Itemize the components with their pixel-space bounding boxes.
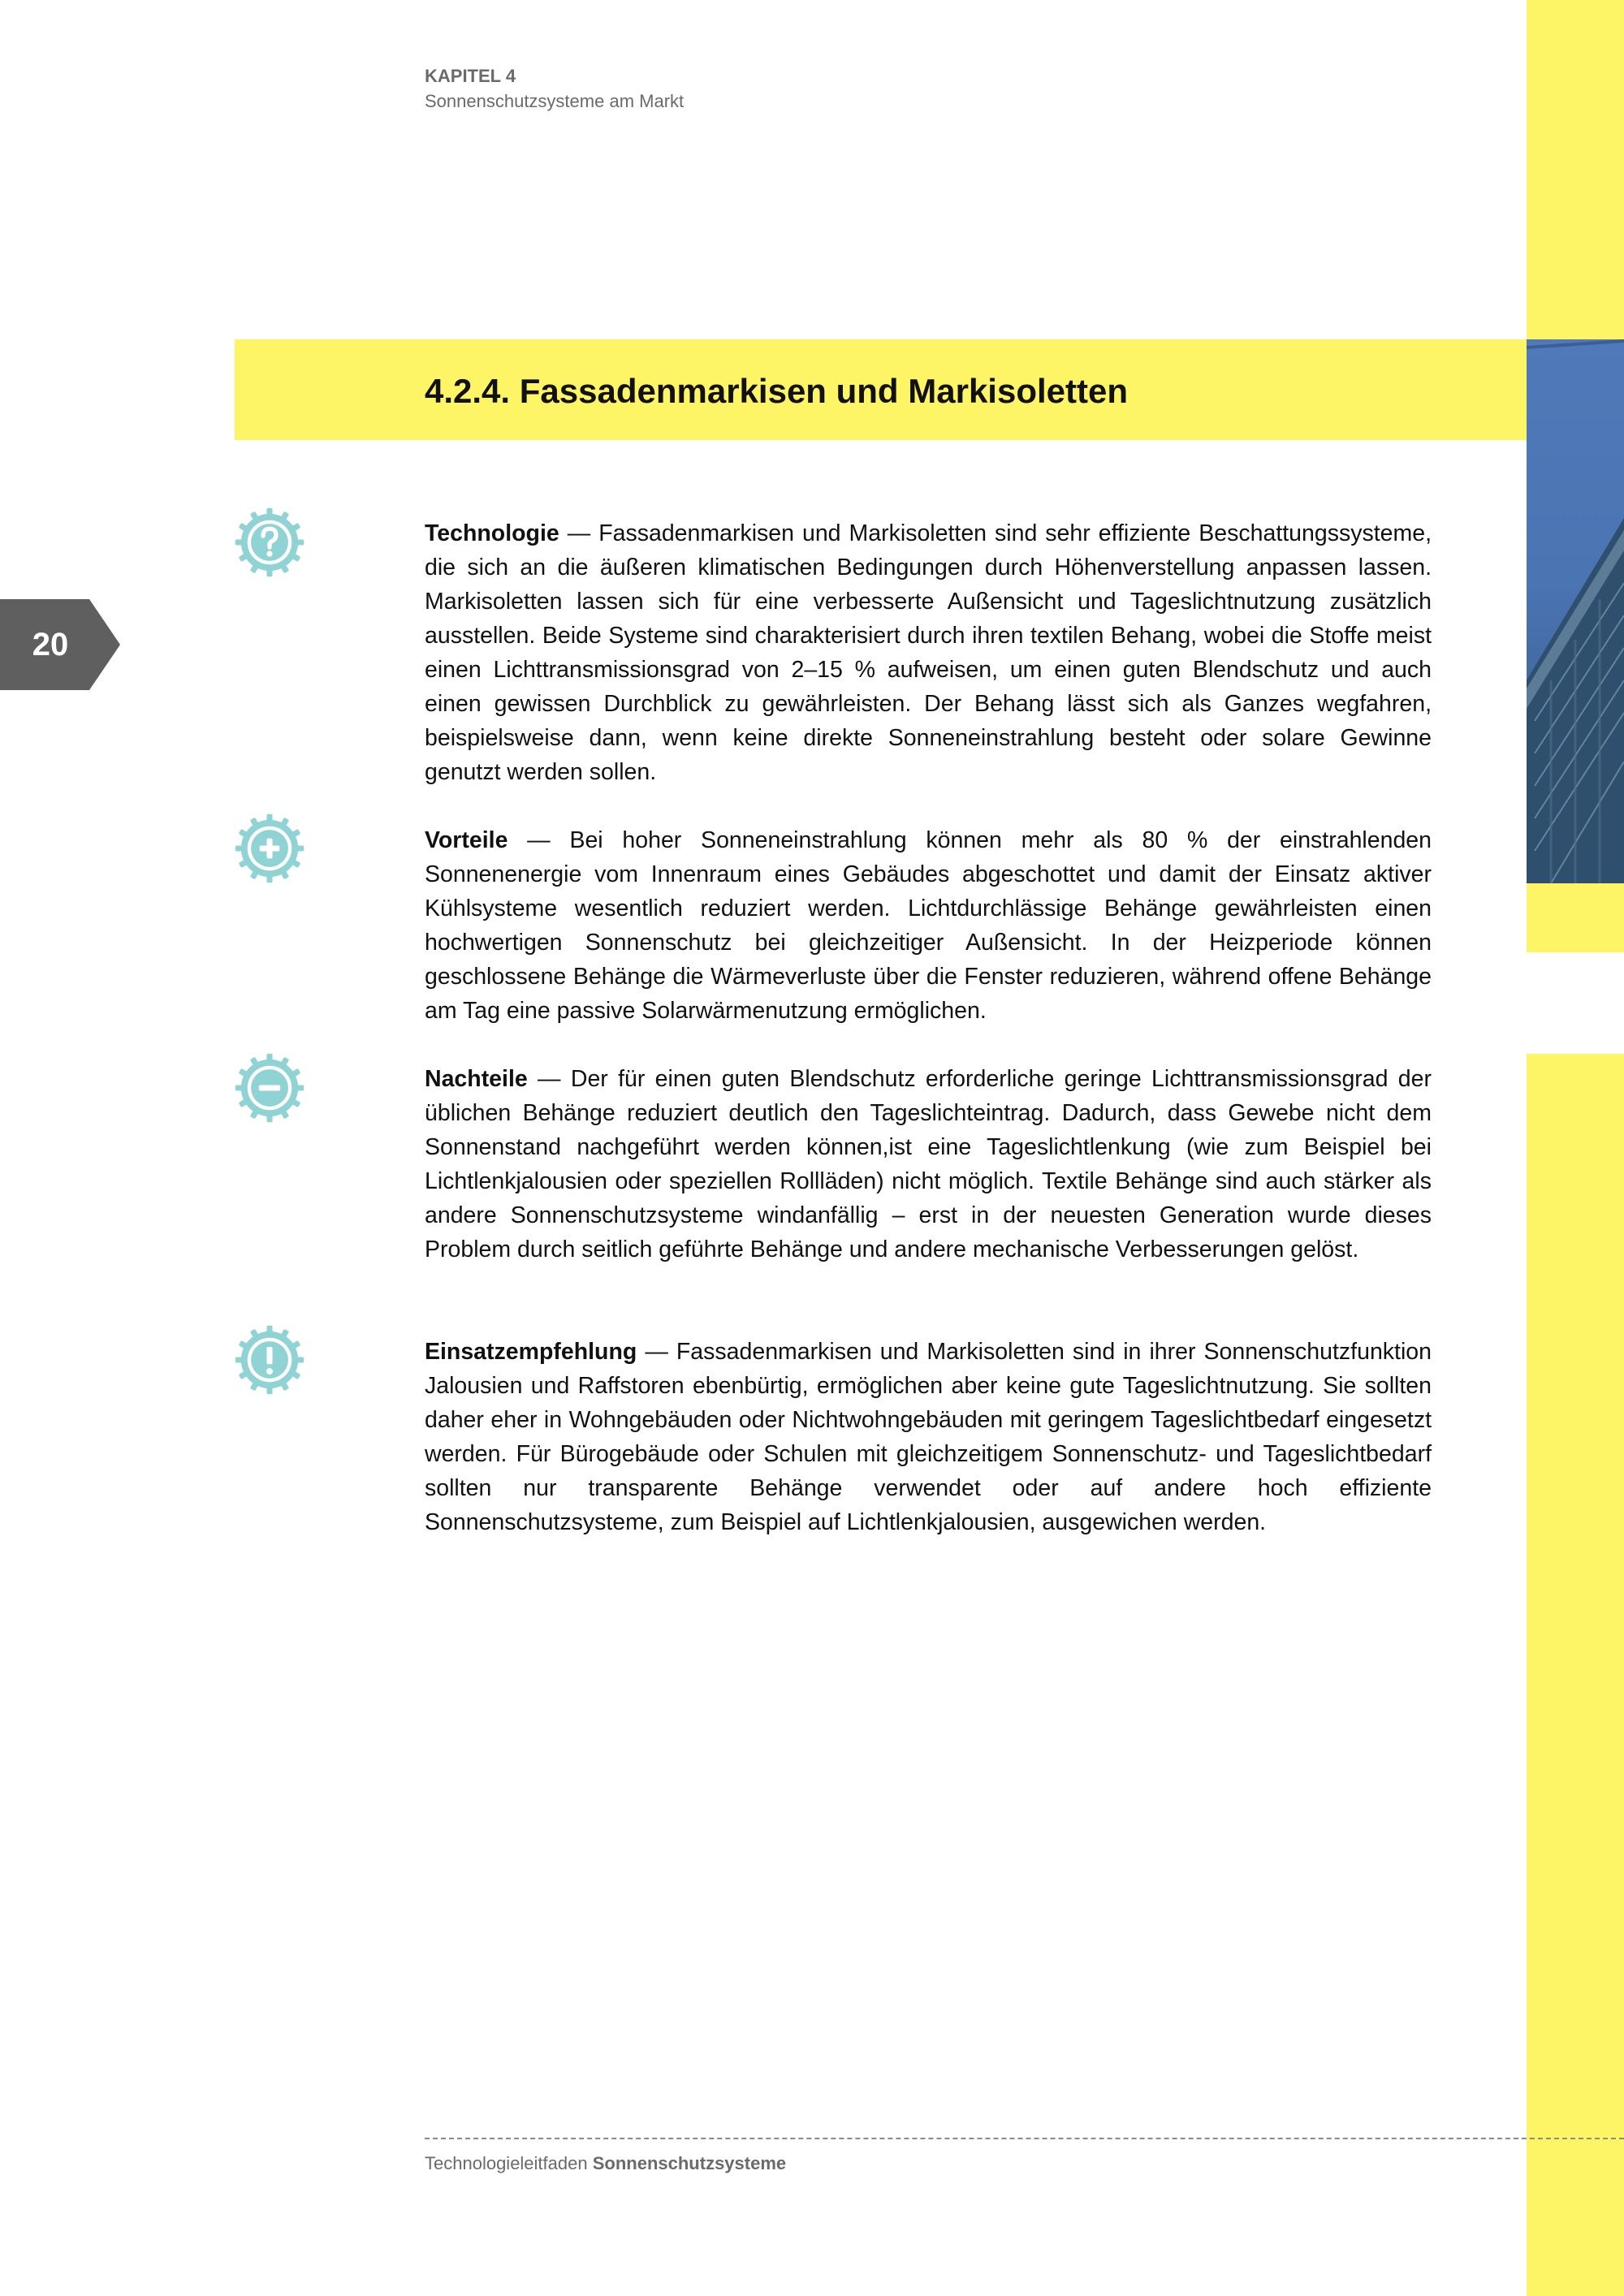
plus-gear-icon (234, 813, 305, 884)
section-label: Technologie (425, 520, 559, 546)
section-title: 4.2.4. Fassadenmarkisen und Markisoletten (425, 372, 1129, 410)
question-gear-icon (234, 507, 305, 578)
minus-gear-icon (234, 1052, 305, 1124)
chapter-label: KAPITEL 4 (425, 66, 516, 86)
section-text: — Fassadenmarkisen und Markisoletten sind sehr effiziente Beschattungssysteme, die sich an die äußeren klimatischen Bedingungen durch Höhenverstellung anpassen lassen. Markisoletten lassen sich für eine verbesserte Außensicht und Tageslichtnutzung zusätzlich ausstellen. Beide Systeme sind charakterisiert durch ihren textilen Behang, wobei die Stoffe meist einen Lichttransmissionsgrad von 2–15 % aufweisen, um einen guten Blendschutz und auch einen gewissen Durchblick zu gewährleisten. Der Behang lässt sich als Ganzes wegfahren, beispielsweise dann, wenn keine direkte Sonneneinstrahlung besteht oder solare Gewinne genutzt werden sollen. (425, 520, 1432, 785)
section-text: — Der für einen guten Blendschutz erforderliche geringe Lichttransmissionsgrad der üblichen Behänge reduziert deutlich den Tageslichteintrag. Dadurch, dass Gewebe nicht dem Sonnenstand nachgeführt werden können,ist eine Tageslichtlenkung (wie zum Beispiel bei Lichtlenkjalousien oder speziellen Rollläden) nicht möglich. Textile Behänge sind auch stärker als andere Sonnenschutzsysteme windanfällig – erst in der neuesten Generation wurde dieses Problem durch seitlich geführte Behänge und andere mechanische Verbesserungen gelöst. (425, 1066, 1432, 1262)
section-label: Nachteile (425, 1066, 528, 1092)
section-paragraph (425, 1062, 1432, 1267)
section-einsatzempfehlung (425, 1335, 1432, 1539)
section-technologie (425, 516, 1432, 789)
facade-photo-graphic (1527, 339, 1624, 883)
footer-bold: Sonnenschutzsysteme (592, 2153, 787, 2173)
running-header (425, 63, 684, 114)
section-paragraph (425, 516, 1432, 789)
page-number-tab (0, 599, 122, 690)
section-paragraph (425, 823, 1432, 1028)
section-label: Einsatzempfehlung (425, 1339, 637, 1365)
section-text: — Bei hoher Sonneneinstrahlung können mehr als 80 % der einstrahlenden Sonnenenergie vom Innenraum eines Gebäudes abgeschottet und damit der Einsatz aktiver Kühlsysteme wesentlich reduziert werden. Lichtdurchlässige Behänge gewährleisten einen hochwertigen Sonnenschutz bei gleichzeitiger Außensicht. In der Heizperiode können geschlossene Behänge die Wärmeverluste über die Fenster reduzieren, während offene Behänge am Tag eine passive Solarwärmenutzung ermöglichen. (425, 827, 1432, 1024)
page-number: 20 (32, 627, 69, 662)
section-text: — Fassadenmarkisen und Markisoletten sind in ihrer Sonnenschutzfunktion Jalousien und Raffstoren ebenbürtig, ermöglichen aber keine gute Tageslichtnutzung. Sie sollten daher eher in Wohngebäuden oder Nichtwohngebäuden mit geringem Tageslichtbedarf eingesetzt werden. Für Bürogebäude oder Schulen mit gleichzeitigem Sonnenschutz- und Tageslichtbedarf sollten nur transparente Behänge verwendet oder auf andere hoch effiziente Sonnenschutzsysteme, zum Beispiel auf Lichtlenkjalousien, ausgewichen werden. (425, 1339, 1432, 1535)
running-footer (425, 2153, 786, 2174)
footer-divider (425, 2138, 1624, 2139)
footer-prefix: Technologieleitfaden (425, 2153, 588, 2173)
strip-gap (1527, 952, 1624, 1054)
section-label: Vorteile (425, 827, 508, 853)
exclamation-gear-icon (234, 1324, 305, 1396)
facade-photo (1527, 339, 1624, 883)
section-nachteile (425, 1062, 1432, 1267)
section-paragraph (425, 1335, 1432, 1539)
chapter-subtitle: Sonnenschutzsysteme am Markt (425, 91, 685, 111)
section-vorteile (425, 823, 1432, 1028)
